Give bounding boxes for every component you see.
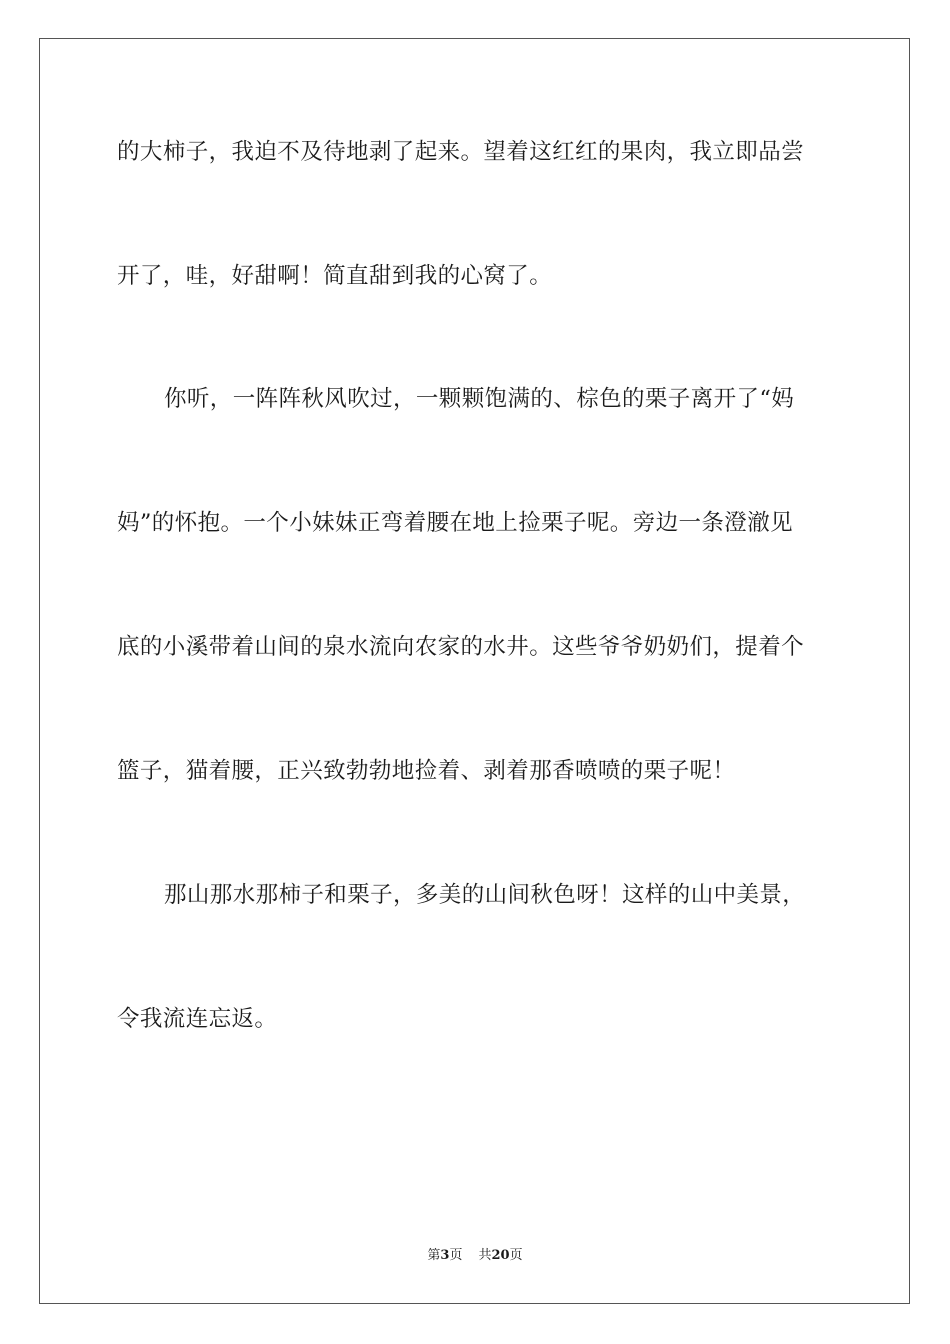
- page-prefix: 第: [427, 1248, 441, 1263]
- total-pages-number: 20: [491, 1248, 510, 1263]
- page-current-number: 3: [440, 1248, 450, 1263]
- text-line-2: 开了，哇，好甜啊！简直甜到我的心窝了。: [117, 263, 553, 289]
- total-suffix: 页: [509, 1248, 523, 1263]
- text-line-1: 的大柿子，我迫不及待地剥了起来。望着这红红的果肉，我立即品尝: [117, 139, 805, 165]
- text-line-3: 你听，一阵阵秋风吹过，一颗颗饱满的、棕色的栗子离开了“妈: [164, 386, 795, 412]
- total-prefix: 共: [478, 1248, 492, 1263]
- text-line-4: 妈”的怀抱。一个小妹妹正弯着腰在地上捡栗子呢。旁边一条澄澈见: [117, 510, 794, 536]
- text-line-8: 令我流连忘返。: [117, 1006, 278, 1032]
- page-border: [39, 38, 910, 1304]
- page-suffix: 页: [449, 1248, 463, 1263]
- text-line-5: 底的小溪带着山间的泉水流向农家的水井。这些爷爷奶奶们，提着个: [117, 634, 805, 660]
- page-footer: [0, 1246, 950, 1266]
- text-line-7: 那山那水那柿子和栗子，多美的山间秋色呀！这样的山中美景，: [164, 882, 806, 908]
- text-line-6: 篮子，猫着腰，正兴致勃勃地捡着、剥着那香喷喷的栗子呢！: [117, 758, 736, 784]
